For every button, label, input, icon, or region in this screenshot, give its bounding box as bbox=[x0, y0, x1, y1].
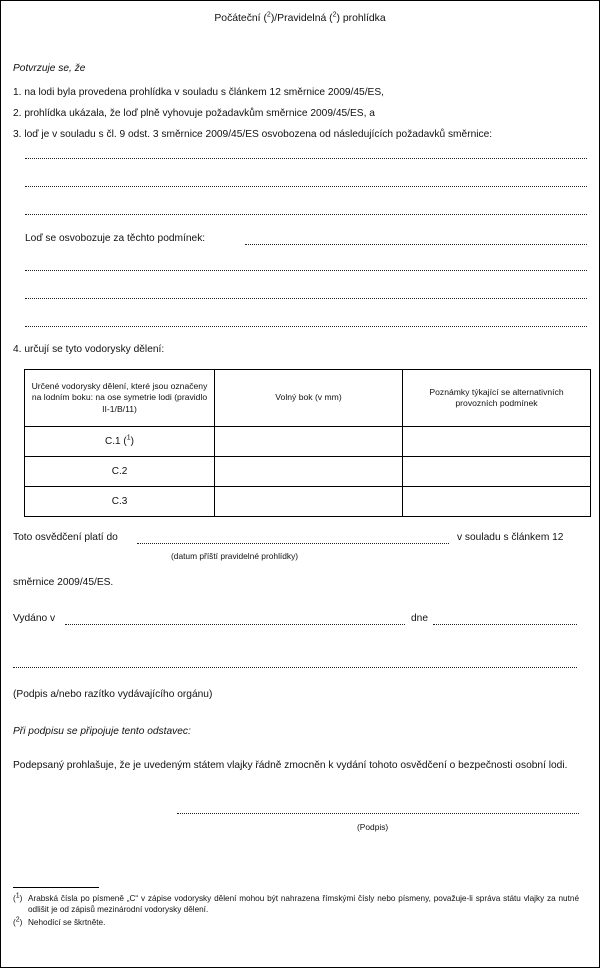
date-label: dne bbox=[411, 613, 428, 624]
signature-line[interactable] bbox=[13, 667, 577, 668]
conditions-line-4[interactable] bbox=[25, 326, 587, 327]
exemption-line-2[interactable] bbox=[25, 186, 587, 187]
valid-line-2: směrnice 2009/45/ES. bbox=[13, 577, 114, 588]
item-2: 2. prohlídka ukázala, že loď plně vyhovuje požadavkům směrnice 2009/45/ES, a bbox=[13, 108, 375, 119]
podpis-label: (Podpis) bbox=[357, 822, 389, 832]
footnote-1: (1) Arabská čísla po písmeně „C“ v zápise vodorysky dělení mohou být nahrazena římskými čísly nebo písmeny, považuje-li správa státu vlajky za nutné odlišit je od zápisů mezinárodní vodorysky dělení. bbox=[13, 892, 579, 914]
declaration-text: Podepsaný prohlašuje, že je uvedeným státem vlajky řádně zmocněn k vydání tohoto osvědčení o bezpečnosti osobní lodi. bbox=[13, 760, 568, 771]
table-row bbox=[25, 457, 591, 487]
table-header: Volný bok (v mm) bbox=[215, 370, 403, 427]
signature-label: (Podpis a/nebo razítko vydávajícího orgánu) bbox=[13, 689, 213, 700]
notes-cell[interactable] bbox=[403, 457, 591, 487]
freeboard-cell[interactable] bbox=[215, 457, 403, 487]
table-header-row bbox=[25, 370, 591, 427]
table-header: Poznámky týkající se alternativních provozních podmínek bbox=[403, 370, 591, 427]
item-3: 3. loď je v souladu s čl. 9 odst. 3 směrnice 2009/45/ES osvobozena od následujících požadavků směrnice: bbox=[13, 129, 493, 140]
notes-cell[interactable] bbox=[403, 487, 591, 517]
item-4: 4. určují se tyto vodorysky dělení: bbox=[13, 344, 165, 355]
valid-prefix: Toto osvědčení platí do bbox=[13, 532, 118, 543]
freeboard-cell[interactable] bbox=[215, 427, 403, 457]
table-row bbox=[25, 487, 591, 517]
exemption-line-1[interactable] bbox=[25, 158, 587, 159]
item-1: 1. na lodi byla provedena prohlídka v souladu s článkem 12 směrnice 2009/45/ES, bbox=[13, 87, 384, 98]
conditions-line-1[interactable] bbox=[245, 244, 587, 245]
table-row bbox=[25, 427, 591, 457]
confirm-heading: Potvrzuje se, že bbox=[13, 63, 86, 74]
table-header: Určené vodorysky dělení, které jsou označeny na lodním boku: na ose symetrie lodi (pravidlo II-1/B/11) bbox=[25, 370, 215, 427]
valid-suffix: v souladu s článkem 12 bbox=[457, 532, 564, 543]
conditions-line-2[interactable] bbox=[25, 270, 587, 271]
issued-date-line[interactable] bbox=[433, 624, 577, 625]
footnote-2: (2) Nehodící se škrtněte. bbox=[13, 916, 106, 927]
footnote-divider bbox=[13, 887, 99, 888]
exempt-conditions-label: Loď se osvobozuje za těchto podmínek: bbox=[25, 233, 206, 244]
podpis-line[interactable] bbox=[177, 813, 579, 814]
page-title: Počáteční ($^2$)/Pravidelná ($^2$) prohlídka bbox=[214, 11, 386, 24]
attach-heading: Při podpisu se připojuje tento odstavec: bbox=[13, 726, 191, 737]
row-label: C.2 bbox=[25, 457, 215, 487]
issued-place-line[interactable] bbox=[65, 624, 405, 625]
conditions-line-3[interactable] bbox=[25, 298, 587, 299]
issued-label: Vydáno v bbox=[13, 613, 56, 624]
exemption-line-3[interactable] bbox=[25, 214, 587, 215]
subdivision-table bbox=[24, 369, 591, 517]
freeboard-cell[interactable] bbox=[215, 487, 403, 517]
row-label: C.3 bbox=[25, 487, 215, 517]
row-label: C.1 ($^1$) bbox=[25, 427, 215, 457]
notes-cell[interactable] bbox=[403, 427, 591, 457]
valid-caption: (datum příští pravidelné prohlídky) bbox=[171, 551, 299, 561]
valid-until-line[interactable] bbox=[137, 543, 449, 544]
